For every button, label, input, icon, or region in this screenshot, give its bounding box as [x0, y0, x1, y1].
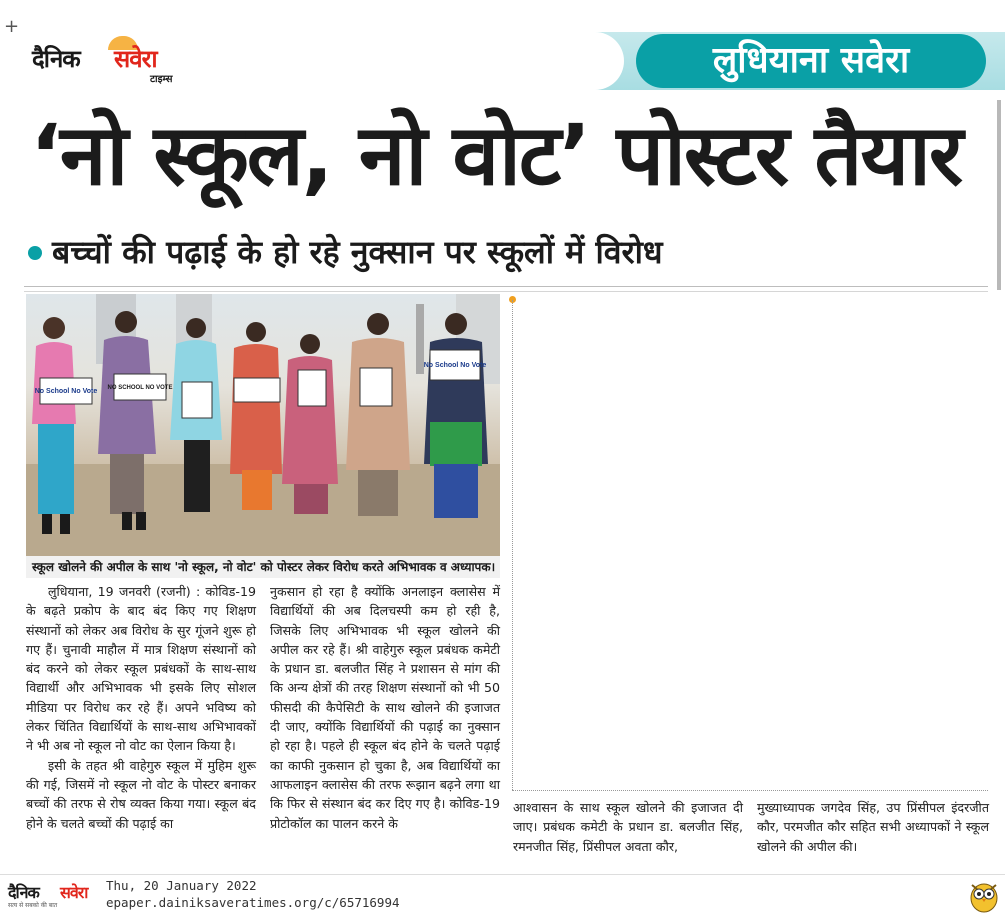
footer-logo-dainik: दैनिक	[8, 883, 39, 902]
article-paragraph: इसी के तहत श्री वाहेगुरु स्कूल में मुहिम शुरू की गई, जिसमें नो स्कूल नो वोट के पोस्टर बनाकर बच्चों की तरफ से रोष व्यक्त किया गया। स्कूल बंद होने के चलते बच्चों की पढ़ाई का	[26, 757, 256, 831]
divider	[24, 291, 988, 292]
footer-logo-savera: सवेरा	[60, 883, 88, 902]
article-paragraph: आश्वासन के साथ स्कूल खोलने की इजाजत दी जाए। प्रबंधक कमेटी के प्रधान डा. बलजीत सिंह, रमनजीत सिंह, प्रिंसीपल अवता कौर,	[513, 800, 743, 854]
article-paragraph: लुधियाना, 19 जनवरी (रजनी) : कोविड-19 के बढ़ते प्रकोप के बाद बंद किए गए शिक्षण संस्थानों को लेकर अब विरोध के सुर गूंजने शुरू हो गए हैं। चुनावी माहौल में मात्र शिक्षण संस्थानों को बंद करने को लेकर स्कूल प्रबंधकों के साथ-साथ विद्यार्थी और अभिभावक भी इसके लिए सोशल मीडिया पर विरोध कर रहे हैं। अपने भविष्य को लेकर चिंतित विद्यार्थियों के साथ-साथ अभिभावकों ने भी अब नो स्कूल नो वोट का ऐलान किया है।	[26, 584, 256, 754]
masthead-logo-area	[24, 32, 624, 90]
clip-border	[512, 300, 513, 790]
article-column-2	[270, 582, 500, 833]
clip-border	[512, 790, 988, 791]
publication-date: Thu, 20 January 2022	[106, 878, 257, 893]
news-photo	[26, 294, 500, 556]
masthead	[24, 32, 1005, 90]
subheadline: बच्चों की पढ़ाई के हो रहे नुक्सान पर स्कूलों में विरोध	[52, 233, 663, 271]
article-column-4	[757, 798, 989, 856]
footer-logo-tagline: सत्य से सबको की बात	[8, 902, 58, 909]
headline: ‘नो स्कूल, नो वोट’ पोस्टर तैयार	[30, 106, 962, 204]
protest-photo-illustration	[26, 294, 500, 556]
logo-savera: सवेरा	[114, 45, 157, 73]
placard-text: No School No Vote	[423, 362, 487, 369]
logo-times: टाइम्स	[150, 74, 173, 85]
article-paragraph: मुख्याध्यापक जगदेव सिंह, उप प्रिंसीपल इंदरजीत कौर, परमजीत कौर सहित सभी अध्यापकों ने स्कूल खोलने की अपील की।	[757, 800, 989, 854]
page-edge	[997, 100, 1001, 290]
placard-text: No School No Vote	[34, 388, 98, 395]
article-paragraph: नुकसान हो रहा है क्योंकि अनलाइन क्लासेस में विद्यार्थियों की अब दिलचस्पी कम हो रही है, जिसके लिए अभिभावक भी स्कूल खोलने की अपील कर रहे हैं। श्री वाहेगुरु स्कूल प्रबंधक कमेटी के प्रधान डा. बलजीत सिंह ने प्रशासन से मांग की कि अन्य क्षेत्रों की तरह शिक्षण संस्थानों को भी 50 फीसदी की कैपेसिटी के साथ खोलने की इजाजत दी जाए, क्योंकि विद्यार्थियों की पढ़ाई का नुक्सान हो रहा है। पहले ही स्कूल बंद होने के चलते पढ़ाई का काफी नुकसान हो चुका है, अब विद्यार्थियों का आफलाइन क्लासेस की तरफ रूझान बढ़ने लगा था कि फिर से संस्थान बंद कर दिए गए है। कोविड-19 प्रोटोकॉल का पालन करने के	[270, 584, 500, 831]
article-column-3	[513, 798, 743, 856]
placard-text: NO SCHOOL NO VOTE	[107, 385, 173, 391]
footer-logo[interactable]	[8, 881, 103, 911]
bullet-icon	[28, 246, 42, 260]
add-icon[interactable]: +	[4, 16, 20, 37]
owl-icon[interactable]	[968, 879, 1000, 913]
epaper-url[interactable]: epaper.dainiksaveratimes.org/c/65716994	[106, 895, 400, 910]
edition-banner	[636, 34, 986, 88]
newspaper-logo	[32, 38, 197, 84]
divider	[24, 286, 988, 287]
photo-caption: स्कूल खोलने की अपील के साथ 'नो स्कूल, नो वोट' को पोस्टर लेकर विरोध करते अभिभावक व अध्यापक।	[26, 556, 500, 578]
edition-title: लुधियाना सवेरा	[712, 40, 910, 81]
article-column-1	[26, 582, 256, 833]
logo-dainik: दैनिक	[32, 45, 80, 73]
footer-bar	[0, 874, 1005, 915]
